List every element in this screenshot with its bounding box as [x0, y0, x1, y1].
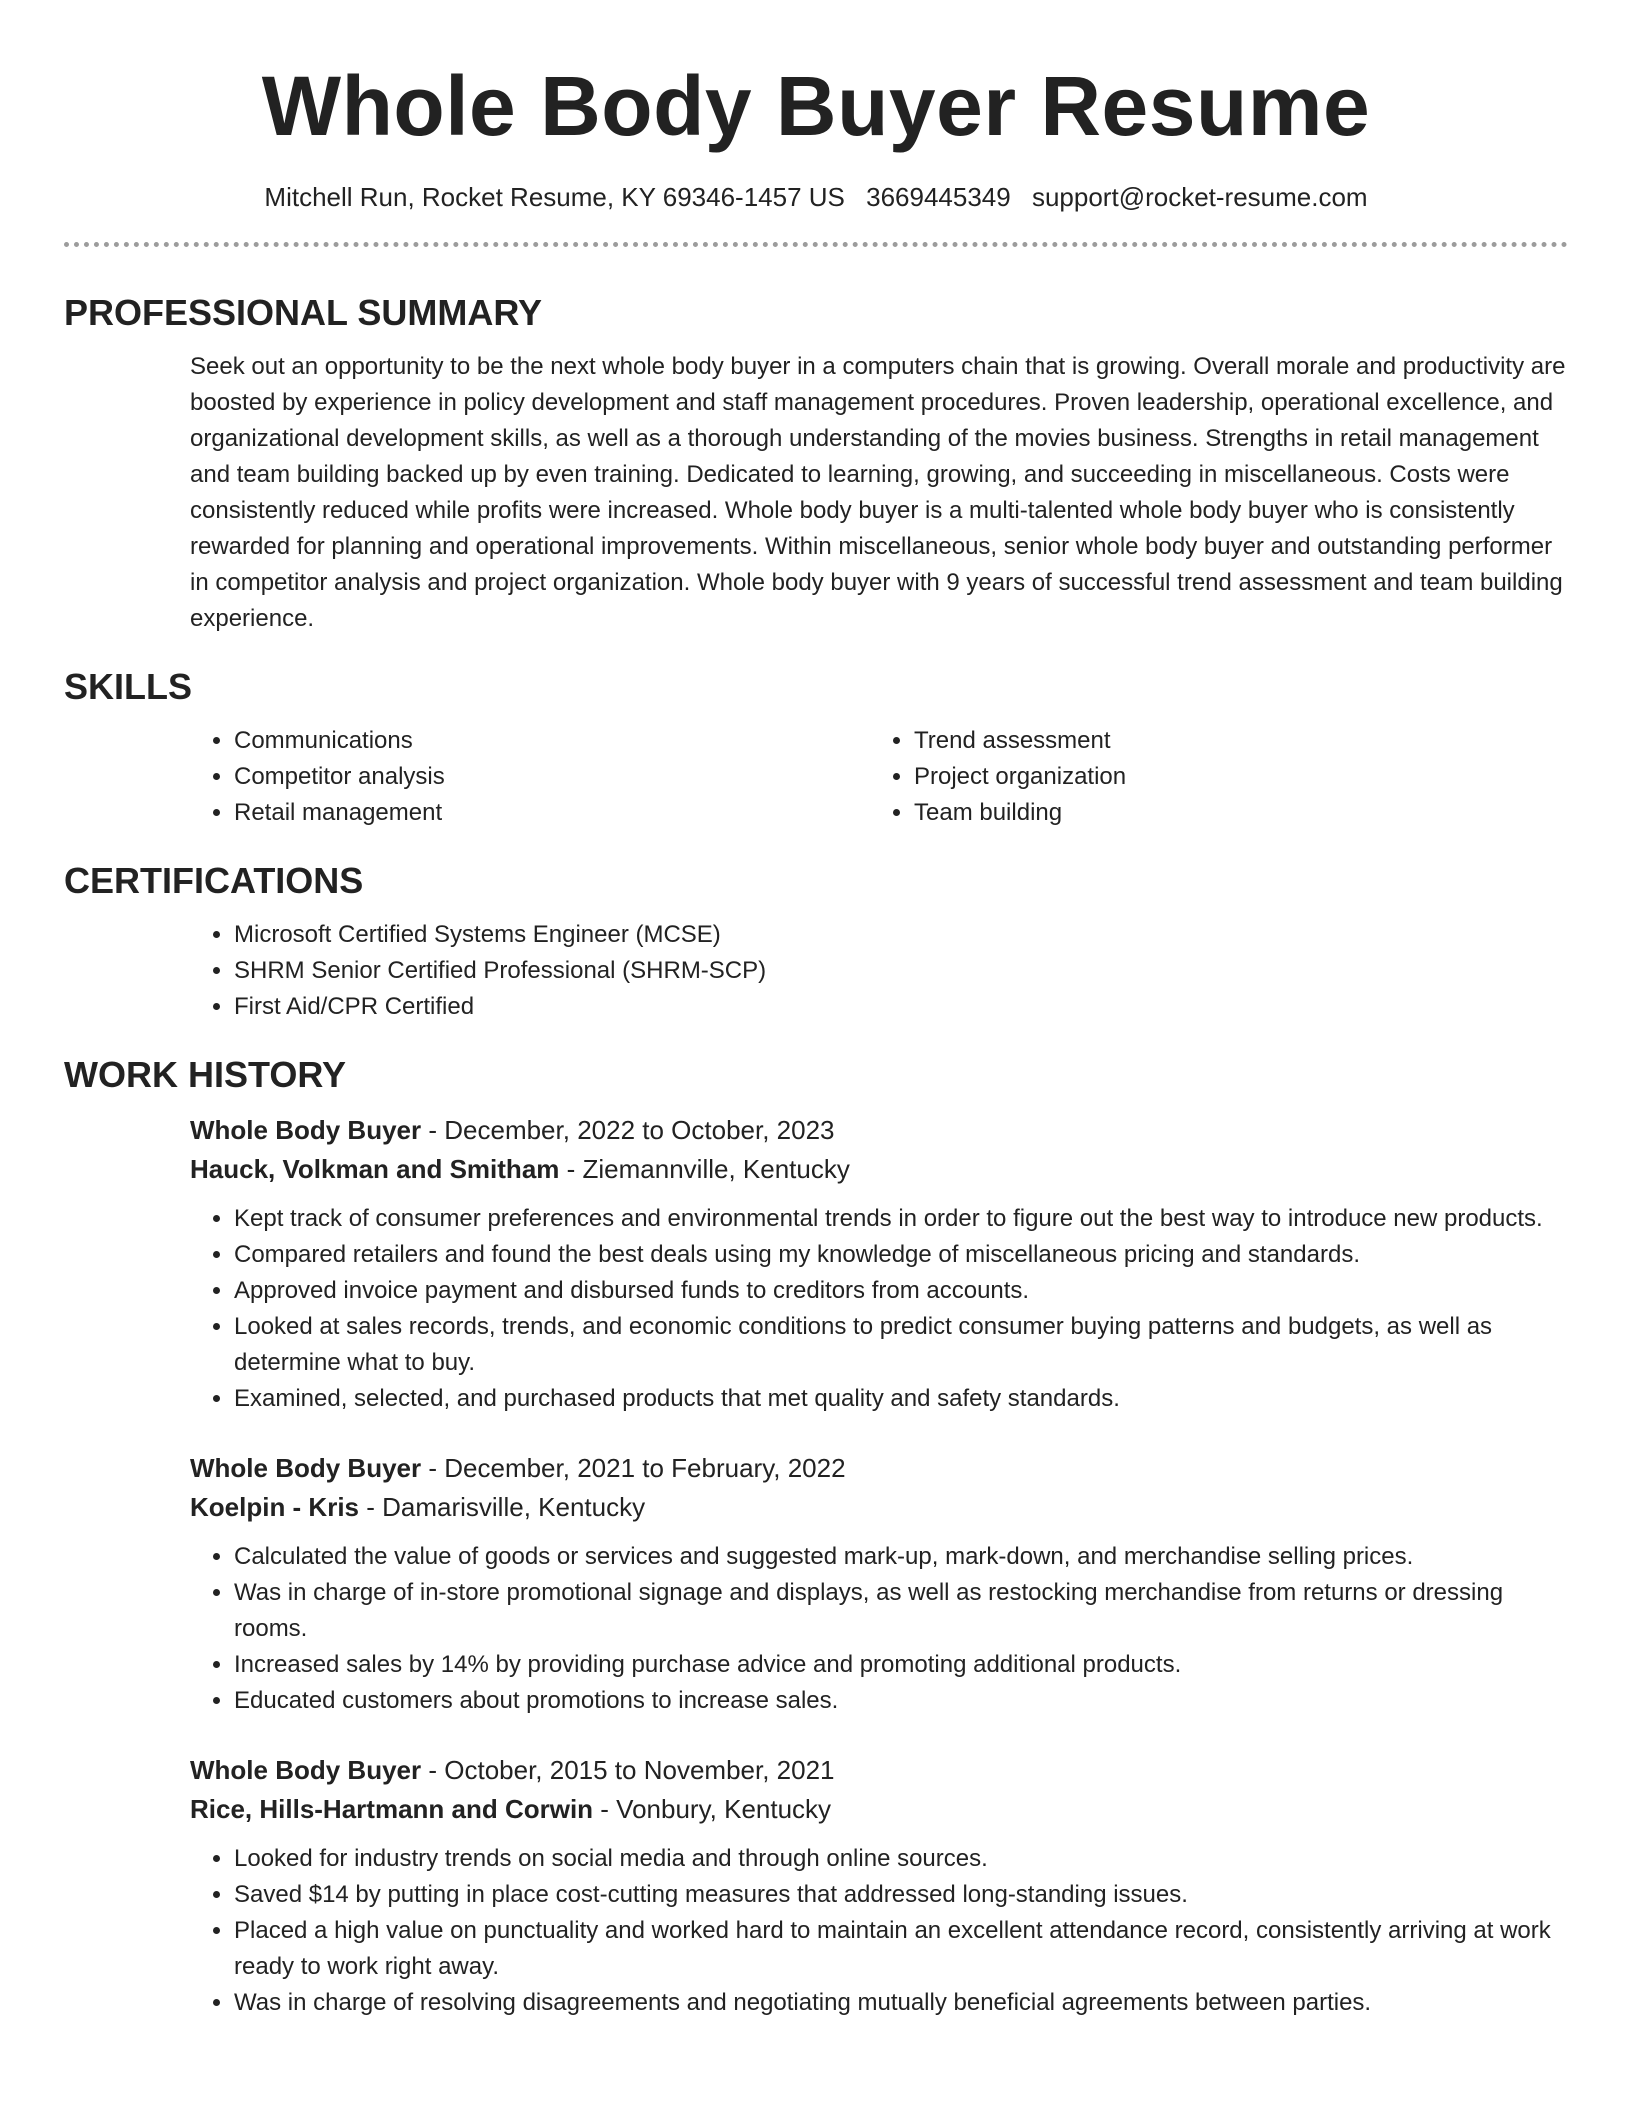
job-company-line [190, 1790, 1568, 1829]
contact-email: support@rocket-resume.com [1031, 182, 1368, 212]
summary-body [190, 349, 1568, 637]
summary-text: Seek out an opportunity to be the next whole body buyer in a computers chain that is growing. Overall morale and productivity are boosted by experience in policy development and staff management procedures. Proven leadership, operational excellence, and organizational development skills, as well as a thorough understanding of the movies business. Strengths in retail management and team building backed up by even training. Dedicated to learning, growing, and succeeding in miscellaneous. Costs were consistently reduced while profits were increased. Whole body buyer is a multi-talented whole body buyer who is consistently rewarded for planning and operational improvements. Within miscellaneous, senior whole body buyer and outstanding performer in competitor analysis and project organization. Whole body buyer with 9 years of successful trend assessment and team building experience. [190, 353, 1566, 632]
job-dates: - December, 2021 to February, 2022 [421, 1453, 846, 1483]
skills-body [190, 723, 1568, 831]
skills-list-right [870, 723, 1550, 831]
certification-item: • Microsoft Certified Systems Engineer (MCSE) [234, 917, 1568, 953]
page-title: Whole Body Buyer Resume [261, 59, 1371, 153]
certifications-list [190, 917, 1568, 1025]
work-history-heading: WORK HISTORY [64, 1054, 347, 1095]
job-title-line [190, 1751, 1568, 1790]
skill-item: • Trend assessment [914, 723, 1550, 759]
job-dates: - December, 2022 to October, 2023 [421, 1115, 835, 1145]
skill-item: • Project organization [914, 759, 1550, 795]
job-company: Koelpin - Kris [190, 1492, 360, 1522]
job-duty: • Examined, selected, and purchased products that met quality and safety standards. [234, 1381, 1568, 1417]
job-location: - Vonbury, Kentucky [593, 1794, 832, 1824]
job-duty: • Approved invoice payment and disbursed funds to creditors from accounts. [234, 1273, 1568, 1309]
contact-line [0, 180, 1632, 214]
job-duty: • Calculated the value of goods or services and suggested mark-up, mark-down, and merchandise selling prices. [234, 1539, 1568, 1575]
contact-address: Mitchell Run, Rocket Resume, KY 69346-1457 US [264, 182, 845, 212]
job-duty: • Kept track of consumer preferences and environmental trends in order to figure out the best way to introduce new products. [234, 1201, 1568, 1237]
resume-header [0, 0, 1632, 214]
job-entry [190, 1111, 1568, 1417]
certification-item: • SHRM Senior Certified Professional (SHRM-SCP) [234, 953, 1568, 989]
work-history-body [190, 1111, 1568, 2021]
job-company-line [190, 1488, 1568, 1527]
skills-section [64, 665, 1568, 831]
job-location: - Damarisville, Kentucky [359, 1492, 646, 1522]
job-entry [190, 1449, 1568, 1719]
job-company-line [190, 1150, 1568, 1189]
job-company: Rice, Hills-Hartmann and Corwin [190, 1794, 594, 1824]
certifications-heading: CERTIFICATIONS [64, 860, 364, 901]
job-duty: • Increased sales by 14% by providing purchase advice and promoting additional products. [234, 1647, 1568, 1683]
skills-list-left [190, 723, 870, 831]
certification-item: • First Aid/CPR Certified [234, 989, 1568, 1025]
job-duty: • Educated customers about promotions to increase sales. [234, 1683, 1568, 1719]
job-role: Whole Body Buyer [190, 1453, 422, 1483]
job-entry [190, 1751, 1568, 2021]
skills-column-right [870, 723, 1550, 831]
job-title-line [190, 1449, 1568, 1488]
summary-heading: PROFESSIONAL SUMMARY [64, 292, 543, 333]
certifications-section [64, 859, 1568, 1025]
skills-grid [190, 723, 1568, 831]
job-role: Whole Body Buyer [190, 1755, 422, 1785]
job-role: Whole Body Buyer [190, 1115, 422, 1145]
job-duties-list [190, 1841, 1568, 2021]
skills-column-left [190, 723, 870, 831]
certifications-body [190, 917, 1568, 1025]
summary-section [64, 291, 1568, 637]
job-title-line [190, 1111, 1568, 1150]
skills-heading: SKILLS [64, 666, 193, 707]
contact-phone: 3669445349 [866, 182, 1011, 212]
skill-item: • Retail management [234, 795, 870, 831]
job-duties-list [190, 1539, 1568, 1719]
job-duty: • Looked at sales records, trends, and economic conditions to predict consumer buying patterns and budgets, as well as determine what to buy. [234, 1309, 1568, 1381]
skill-item: • Communications [234, 723, 870, 759]
header-divider [64, 242, 1568, 247]
work-history-section [64, 1053, 1568, 2021]
job-duty: • Placed a high value on punctuality and worked hard to maintain an excellent attendance record, consistently arriving at work ready to work right away. [234, 1913, 1568, 1985]
job-duties-list [190, 1201, 1568, 1417]
job-duty: • Was in charge of resolving disagreements and negotiating mutually beneficial agreements between parties. [234, 1985, 1568, 2021]
job-company: Hauck, Volkman and Smitham [190, 1154, 560, 1184]
job-dates: - October, 2015 to November, 2021 [421, 1755, 835, 1785]
job-duty: • Looked for industry trends on social media and through online sources. [234, 1841, 1568, 1877]
job-duty: • Compared retailers and found the best deals using my knowledge of miscellaneous pricing and standards. [234, 1237, 1568, 1273]
job-duty: • Was in charge of in-store promotional signage and displays, as well as restocking merchandise from returns or dressing rooms. [234, 1575, 1568, 1647]
job-location: - Ziemannville, Kentucky [559, 1154, 850, 1184]
skill-item: • Competitor analysis [234, 759, 870, 795]
job-duty: • Saved $14 by putting in place cost-cutting measures that addressed long-standing issues. [234, 1877, 1568, 1913]
skill-item: • Team building [914, 795, 1550, 831]
